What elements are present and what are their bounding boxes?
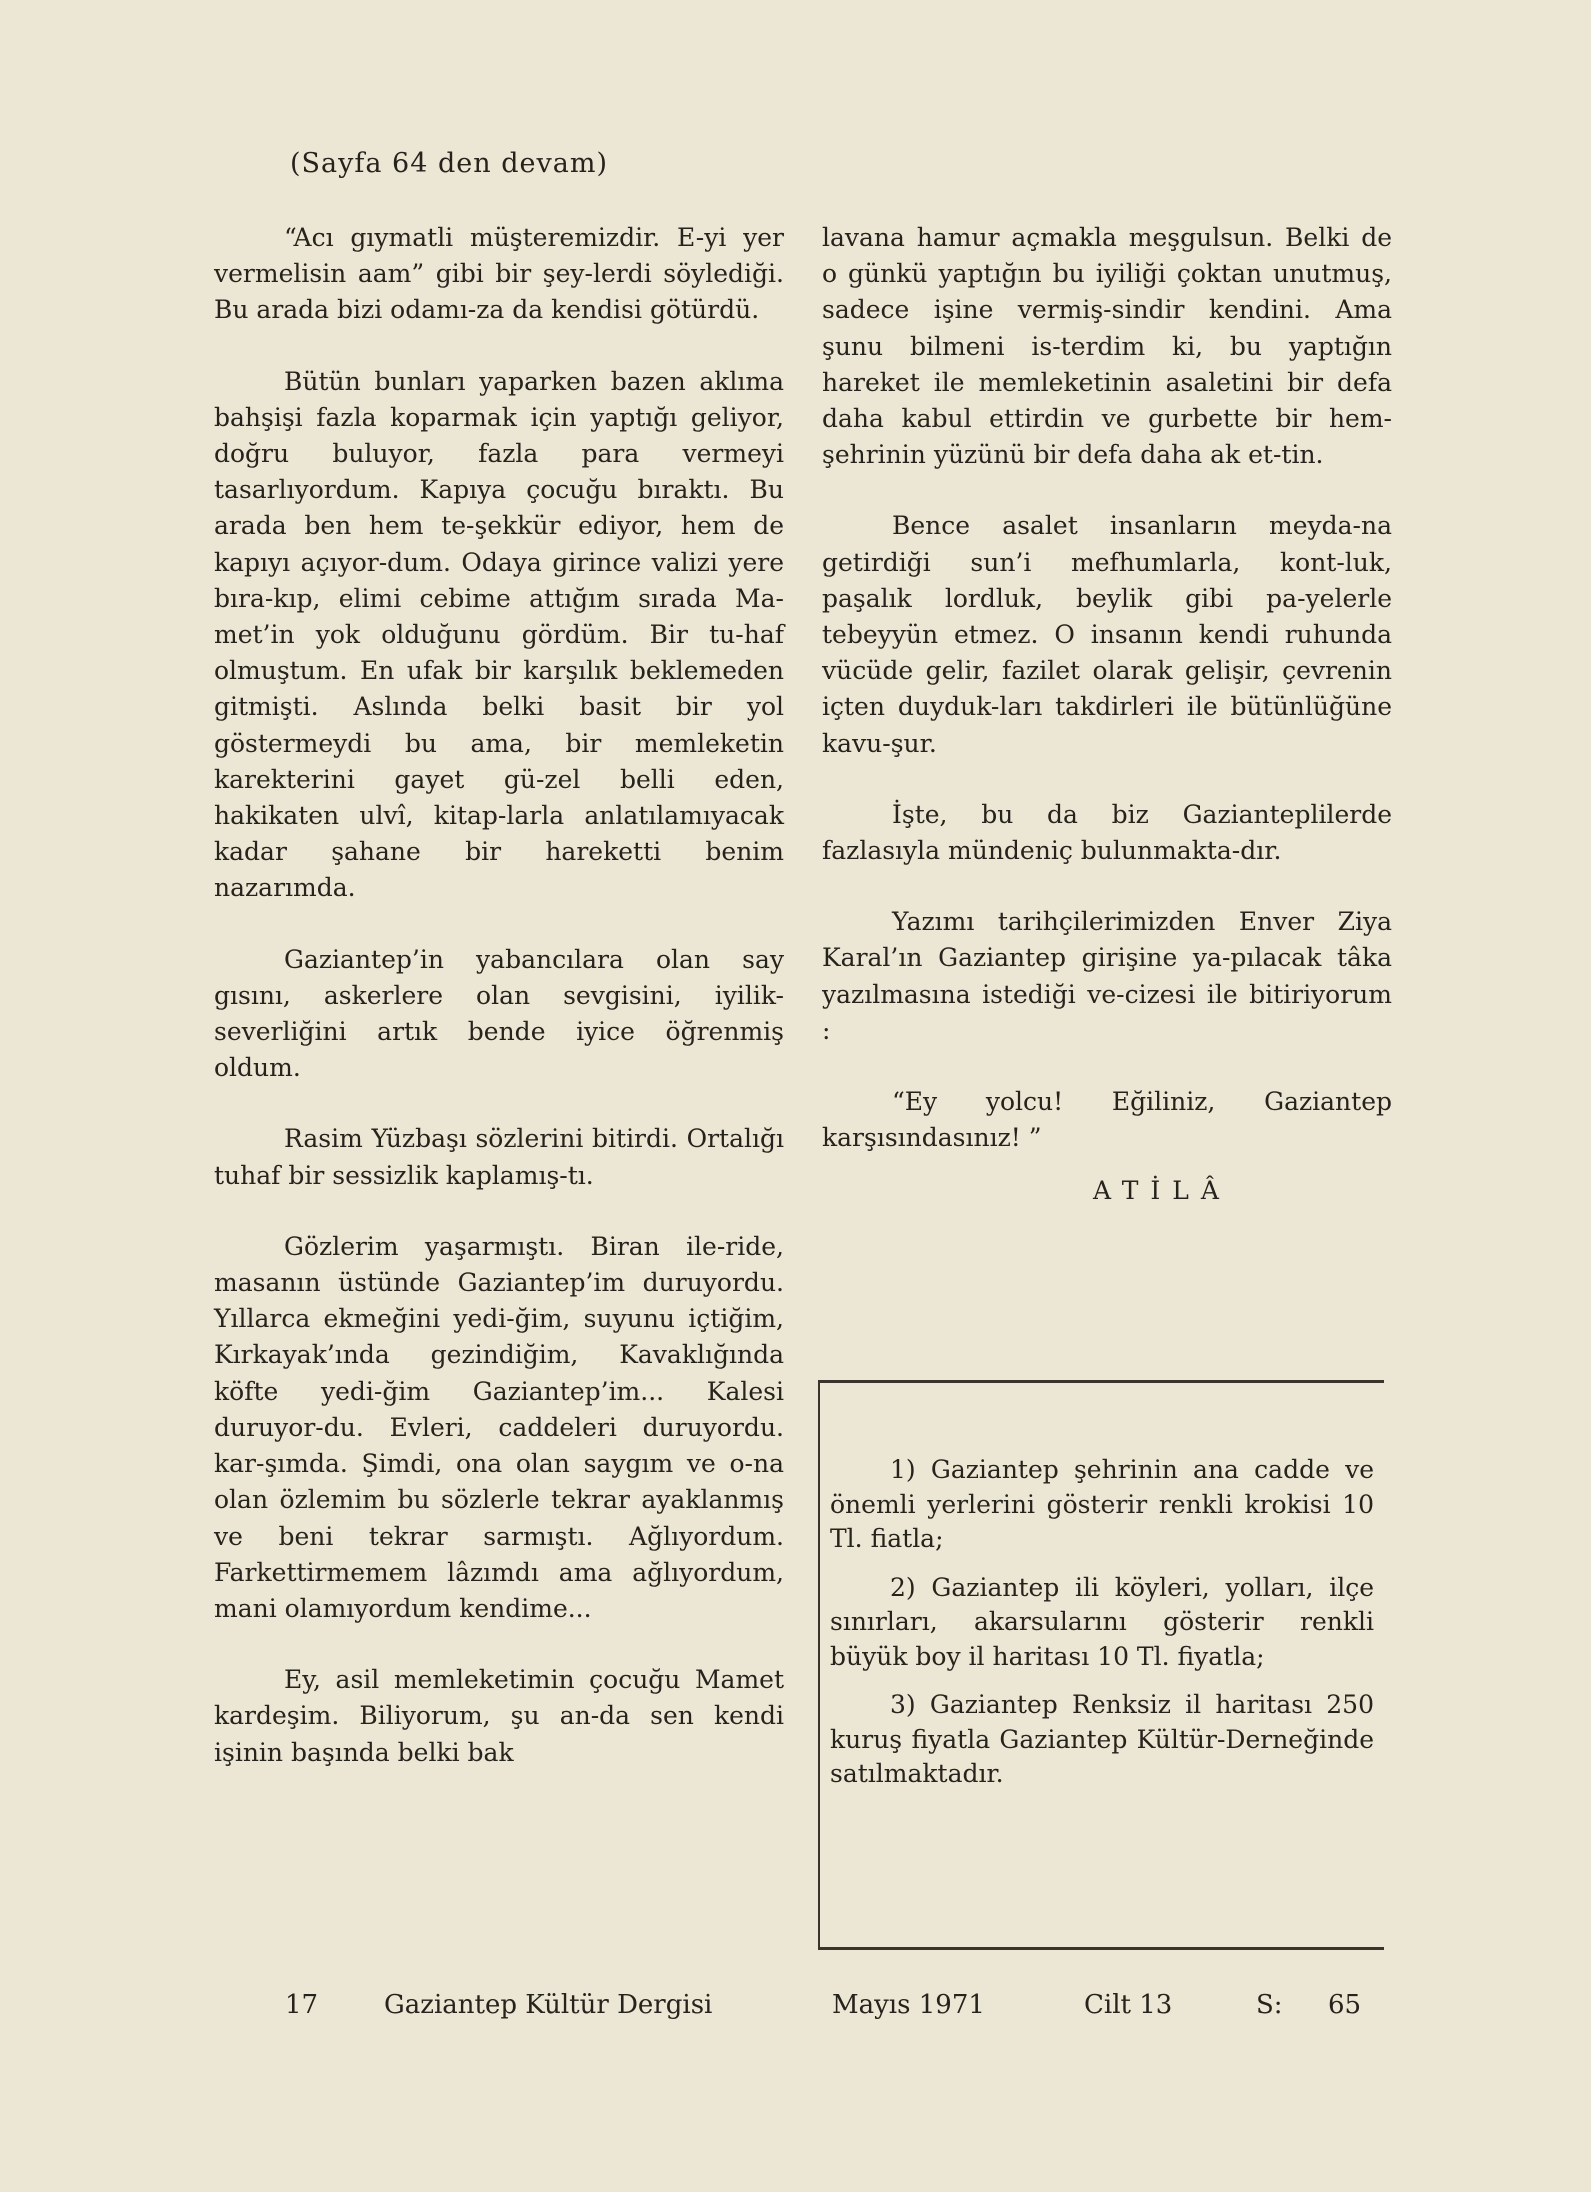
left-paragraph-3: Gaziantep’in yabancılara olan say gısını, askerlere olan sevgisini, iyilik-severliğini artık bende iyice öğrenmiş oldum. (214, 944, 784, 1083)
right-paragraph-3: İşte, bu da biz Gazianteplilerde fazlasıyla mündeniç bulunmakta-dır. (822, 799, 1392, 866)
magazine-name: Gaziantep Kültür Dergisi (384, 1990, 713, 2020)
left-column (214, 220, 784, 1806)
page-footer (0, 1990, 1591, 2030)
issue-number: 65 (1328, 1990, 1362, 2020)
continuation-note: (Sayfa 64 den devam) (290, 148, 608, 179)
issue-date: Mayıs 1971 (832, 1990, 985, 2020)
right-paragraph-5: “Ey yolcu! Eğiliniz, Gaziantep karşısındasınız! ” (822, 1087, 1392, 1153)
left-paragraph-4: Rasim Yüzbaşı sözlerini bitirdi. Ortalığı tuhaf bir sessizlik kaplamış-tı. (214, 1124, 784, 1190)
page-number: 17 (285, 1990, 319, 2020)
advertisement-box (818, 1380, 1384, 1950)
right-column (822, 220, 1392, 1240)
left-paragraph-2: Bütün bunları yaparken bazen aklıma bahşişi fazla koparmak için yaptığı geliyor, doğru buluyor, fazla para vermeyi tasarlıyordum. Kapıya çocuğu bıraktı. Bu arada ben hem te-şekkür ediyor, hem de kapıyı açıyor-dum. Odaya girince valizi yere bıra-kıp, elimi cebime attığım sırada Ma-met’in yok olduğunu gördüm. Bir tu-haf olmuştum. En ufak bir karşılık beklemeden gitmişti. Aslında belki basit bir yol göstermeydi bu ama, bir memleketin karekterini gayet gü-zel belli eden, hakikaten ulvî, kitap-larla anlatılamıyacak kadar şahane bir hareketti benim nazarımda. (214, 366, 784, 903)
left-paragraph-5: Gözlerim yaşarmıştı. Biran ile-ride, masanın üstünde Gaziantep’im duruyordu. Yıllarca ekmeğini yedi-ğim, suyunu içtiğim, Kırkayak’ında gezindiğim, Kavaklığında köfte yedi-ğim Gaziantep’im... Kalesi duruyor-du. Evleri, caddeleri duruyordu. kar-şımda. Şimdi, ona olan saygım ve o-na olan özlemim bu sözlerle tekrar ayaklanmış ve beni tekrar sarmıştı. Ağlıyordum. Farkettirmemem lâzımdı ama ağlıyordum, mani olamıyordum kendime... (214, 1231, 784, 1623)
author-signature: ATİLÂ (1093, 1176, 1231, 1206)
left-paragraph-1: “Acı gıymatli müşteremizdir. E-yi yer vermelisin aam” gibi bir şey-lerdi söylediği. Bu arada bizi odamı-za da kendisi götürdü. (214, 223, 784, 325)
left-paragraph-6: Ey, asil memleketimin çocuğu Mamet kardeşim. Biliyorum, şu an-da sen kendi işinin başında belki bak (214, 1665, 784, 1767)
right-paragraph-1: lavana hamur açmakla meşgulsun. Belki de o günkü yaptığın bu iyiliği çoktan unutmuş, sadece işine vermiş-sindir kendini. Ama şunu bilmeni is-terdim ki, bu yaptığın hareket ile memleketinin asaletini bir defa daha kabul ettirdin ve gurbette bir hem-şehrinin yüzünü bir defa daha ak et-tin. (822, 223, 1392, 470)
ad-item-1: 1) Gaziantep şehrinin ana cadde ve önemli yerlerini gösterir renkli krokisi 10 Tl. fiatla; (830, 1455, 1374, 1553)
issue-label: S: (1256, 1990, 1283, 2020)
volume: Cilt 13 (1084, 1990, 1173, 2020)
right-paragraph-4: Yazımı tarihçilerimizden Enver Ziya Karal’ın Gaziantep girişine ya-pılacak tâka yazılmasına istediği ve-cizesi ile bitiriyorum : (822, 907, 1392, 1045)
ad-item-3: 3) Gaziantep Renksiz il haritası 250 kuruş fiyatla Gaziantep Kültür-Derneğinde satılmaktadır. (830, 1690, 1374, 1788)
right-paragraph-2: Bence asalet insanların meyda-na getirdiği sun’i mefhumlarla, kont-luk, paşalık lordluk, beylik gibi pa-yelerle tebeyyün etmez. O insanın kendi ruhunda vücüde gelir, fazilet olarak gelişir, çevrenin içten duyduk-ları takdirleri ile bütünlüğüne kavu-şur. (822, 511, 1392, 758)
ad-item-2: 2) Gaziantep ili köyleri, yolları, ilçe sınırları, akarsularını gösterir renkli büyük boy il haritası 10 Tl. fiyatla; (830, 1572, 1374, 1671)
